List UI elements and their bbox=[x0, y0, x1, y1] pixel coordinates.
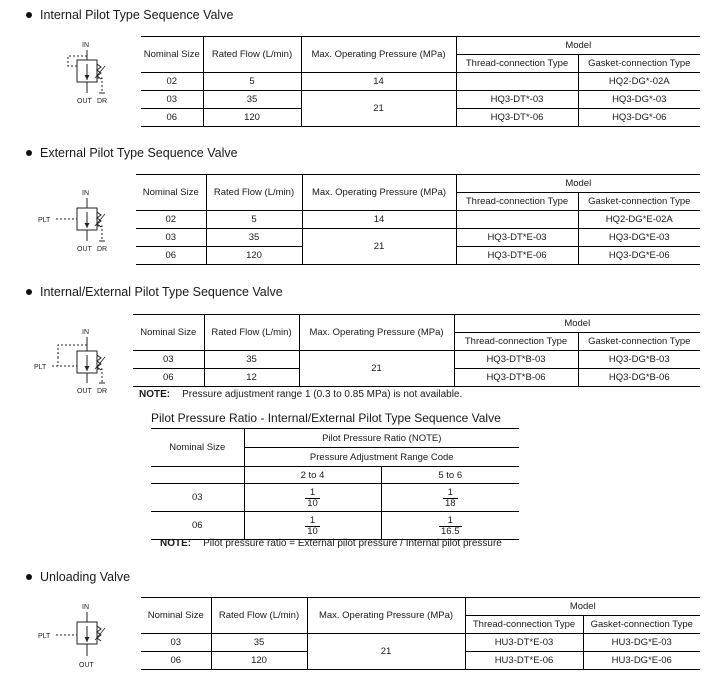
header-rated-flow: Rated Flow (L/min) bbox=[211, 598, 307, 634]
pilot-ratio-table bbox=[151, 428, 519, 540]
bullet-icon bbox=[26, 12, 32, 18]
section-title-external-pilot bbox=[26, 146, 238, 160]
cell-size: 06 bbox=[141, 652, 211, 670]
header-rated-flow: Rated Flow (L/min) bbox=[203, 37, 301, 73]
note-label: NOTE: bbox=[160, 538, 192, 549]
header-gasket: Gasket-connection Type bbox=[578, 333, 700, 351]
section-title-internal-external-pilot bbox=[26, 285, 283, 299]
note-pilot-ratio bbox=[160, 538, 502, 549]
cell-thread: HQ3-DT*B-03 bbox=[454, 351, 578, 369]
header-thread: Thread-connection Type bbox=[456, 55, 578, 73]
header-max-pressure: Max. Operating Pressure (MPa) bbox=[302, 175, 456, 211]
header-thread: Thread-connection Type bbox=[465, 616, 583, 634]
cell-ratio-b bbox=[381, 512, 519, 540]
header-thread: Thread-connection Type bbox=[454, 333, 578, 351]
cell-gasket: HQ2-DG*E-02A bbox=[578, 211, 700, 229]
ratio-code-5-6: 5 to 6 bbox=[381, 467, 519, 484]
cell-gasket: HQ3-DG*B-03 bbox=[578, 351, 700, 369]
fraction-denominator: 16.5 bbox=[441, 525, 460, 537]
cell-ratio-a bbox=[244, 484, 381, 512]
header-max-pressure: Max. Operating Pressure (MPa) bbox=[301, 37, 456, 73]
table-row bbox=[141, 73, 700, 91]
cell-size: 03 bbox=[133, 351, 204, 369]
cell-gasket: HQ3-DG*E-06 bbox=[578, 247, 700, 265]
bullet-icon bbox=[26, 574, 32, 580]
symbol-label-in: IN bbox=[82, 42, 89, 49]
cell-size: 06 bbox=[151, 512, 244, 540]
internal-external-pilot-valve-symbol-icon bbox=[32, 323, 120, 397]
symbol-label-plt: PLT bbox=[38, 217, 51, 224]
cell-size: 06 bbox=[133, 369, 204, 387]
symbol-label-out: OUT bbox=[79, 662, 94, 669]
header-gasket: Gasket-connection Type bbox=[578, 55, 700, 73]
cell-flow: 35 bbox=[203, 91, 301, 109]
cell-flow: 35 bbox=[206, 229, 302, 247]
cell-thread: HQ3-DT*B-06 bbox=[454, 369, 578, 387]
cell-pressure: 21 bbox=[307, 634, 465, 670]
symbol-label-out: OUT bbox=[77, 246, 92, 253]
header-nominal-size: Nominal Size bbox=[141, 598, 211, 634]
fraction-numerator: 1 bbox=[447, 486, 453, 498]
cell-size: 03 bbox=[136, 229, 206, 247]
cell-flow: 35 bbox=[204, 351, 299, 369]
symbol-label-dr: DR bbox=[97, 388, 108, 395]
section-title-unloading bbox=[26, 570, 130, 584]
header-thread: Thread-connection Type bbox=[456, 193, 578, 211]
cell-size: 02 bbox=[136, 211, 206, 229]
header-gasket: Gasket-connection Type bbox=[578, 193, 700, 211]
header-gasket: Gasket-connection Type bbox=[583, 616, 700, 634]
cell-pressure: 21 bbox=[301, 91, 456, 127]
fraction-numerator: 1 bbox=[309, 486, 316, 498]
cell-gasket: HQ3-DG*-03 bbox=[578, 91, 700, 109]
internal-pilot-valve-symbol-icon bbox=[60, 38, 120, 110]
cell-thread: HQ3-DT*-03 bbox=[456, 91, 578, 109]
symbol-label-dr: DR bbox=[97, 98, 108, 105]
note-text: Pilot pressure ratio = External pilot pressure / Internal pilot pressure bbox=[203, 538, 502, 549]
cell-pressure: 21 bbox=[302, 229, 456, 265]
fraction-denominator: 10 bbox=[307, 525, 318, 537]
table-row bbox=[133, 351, 700, 369]
cell-flow: 12 bbox=[204, 369, 299, 387]
header-max-pressure: Max. Operating Pressure (MPa) bbox=[299, 315, 454, 351]
cell-pressure: 14 bbox=[301, 73, 456, 91]
spec-table-internal-external-pilot bbox=[133, 314, 700, 387]
cell-gasket: HQ3-DG*E-03 bbox=[578, 229, 700, 247]
symbol-label-plt: PLT bbox=[34, 364, 47, 371]
cell-gasket: HQ3-DG*-06 bbox=[578, 109, 700, 127]
section-title-text: External Pilot Type Sequence Valve bbox=[40, 146, 238, 160]
cell-flow: 5 bbox=[206, 211, 302, 229]
spec-table-internal-pilot bbox=[141, 36, 700, 127]
cell-ratio-a bbox=[244, 512, 381, 540]
ratio-header-range-code: Pressure Adjustment Range Code bbox=[244, 448, 519, 467]
bullet-icon bbox=[26, 289, 32, 295]
note-pressure-range bbox=[139, 389, 462, 400]
symbol-label-plt: PLT bbox=[38, 633, 51, 640]
header-max-pressure: Max. Operating Pressure (MPa) bbox=[307, 598, 465, 634]
ratio-code-2-4: 2 to 4 bbox=[244, 467, 381, 484]
section-title-text: Unloading Valve bbox=[40, 570, 131, 584]
pilot-ratio-title: Pilot Pressure Ratio - Internal/External Pilot Type Sequence Valve bbox=[151, 411, 501, 425]
table-row bbox=[151, 484, 519, 512]
fraction-denominator: 18 bbox=[444, 497, 456, 509]
header-nominal-size: Nominal Size bbox=[136, 175, 206, 211]
header-model: Model bbox=[454, 315, 700, 333]
ratio-header-ratio: Pilot Pressure Ratio (NOTE) bbox=[244, 429, 519, 448]
header-rated-flow: Rated Flow (L/min) bbox=[204, 315, 299, 351]
table-row bbox=[141, 91, 700, 109]
symbol-label-in: IN bbox=[82, 329, 89, 336]
header-nominal-size: Nominal Size bbox=[141, 37, 203, 73]
header-rated-flow: Rated Flow (L/min) bbox=[206, 175, 302, 211]
symbol-label-out: OUT bbox=[77, 388, 92, 395]
table-row bbox=[136, 211, 700, 229]
cell-size: 06 bbox=[136, 247, 206, 265]
cell-size: 03 bbox=[141, 91, 203, 109]
ratio-header-nominal-size: Nominal Size bbox=[151, 429, 244, 467]
cell-pressure: 21 bbox=[299, 351, 454, 387]
header-nominal-size: Nominal Size bbox=[133, 315, 204, 351]
fraction-numerator: 1 bbox=[447, 514, 453, 526]
cell-thread bbox=[456, 211, 578, 229]
cell-pressure: 14 bbox=[302, 211, 456, 229]
fraction-numerator: 1 bbox=[309, 514, 316, 526]
cell-thread: HQ3-DT*E-06 bbox=[456, 247, 578, 265]
cell-thread: HU3-DT*E-03 bbox=[465, 634, 583, 652]
cell-thread bbox=[456, 73, 578, 91]
symbol-label-in: IN bbox=[82, 604, 89, 611]
bullet-icon bbox=[26, 150, 32, 156]
symbol-label-in: IN bbox=[82, 190, 89, 197]
cell-flow: 120 bbox=[203, 109, 301, 127]
cell-thread: HU3-DT*E-06 bbox=[465, 652, 583, 670]
external-pilot-valve-symbol-icon bbox=[36, 186, 120, 258]
note-text: Pressure adjustment range 1 (0.3 to 0.85 MPa) is not available. bbox=[182, 389, 463, 400]
note-label: NOTE: bbox=[139, 389, 171, 400]
symbol-label-out: OUT bbox=[77, 98, 92, 105]
header-model: Model bbox=[465, 598, 700, 616]
cell-size: 02 bbox=[141, 73, 203, 91]
fraction-denominator: 10 bbox=[307, 497, 318, 509]
cell-flow: 120 bbox=[211, 652, 307, 670]
section-title-text: Internal/External Pilot Type Sequence Valve bbox=[40, 285, 283, 299]
cell-thread: HQ3-DT*E-03 bbox=[456, 229, 578, 247]
cell-flow: 5 bbox=[203, 73, 301, 91]
spec-table-external-pilot bbox=[136, 174, 700, 265]
cell-size: 06 bbox=[141, 109, 203, 127]
cell-size: 03 bbox=[151, 484, 244, 512]
unloading-valve-symbol-icon bbox=[36, 600, 120, 672]
cell-flow: 120 bbox=[206, 247, 302, 265]
cell-flow: 35 bbox=[211, 634, 307, 652]
cell-ratio-b bbox=[381, 484, 519, 512]
section-title-internal-pilot bbox=[26, 8, 233, 22]
cell-size: 03 bbox=[141, 634, 211, 652]
table-row bbox=[151, 512, 519, 540]
cell-gasket: HU3-DG*E-03 bbox=[583, 634, 700, 652]
cell-gasket: HQ3-DG*B-06 bbox=[578, 369, 700, 387]
header-model: Model bbox=[456, 37, 700, 55]
table-row bbox=[136, 229, 700, 247]
spec-table-unloading bbox=[141, 597, 700, 670]
header-model: Model bbox=[456, 175, 700, 193]
cell-gasket: HQ2-DG*-02A bbox=[578, 73, 700, 91]
section-title-text: Internal Pilot Type Sequence Valve bbox=[40, 8, 234, 22]
cell-thread: HQ3-DT*-06 bbox=[456, 109, 578, 127]
table-row bbox=[141, 634, 700, 652]
symbol-label-dr: DR bbox=[97, 246, 108, 253]
cell-gasket: HU3-DG*E-06 bbox=[583, 652, 700, 670]
